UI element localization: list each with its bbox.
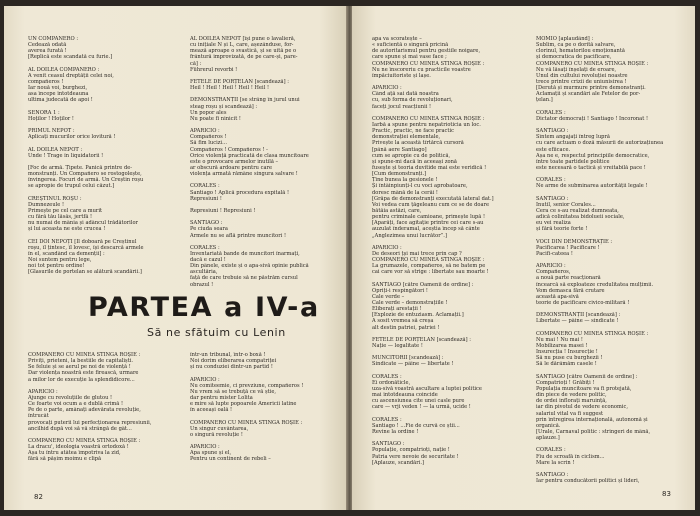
text-line: roșu, îl țintesc, îl lovesc, își descarcă armele xyxy=(28,244,144,251)
text-line: această apa-sivă xyxy=(536,293,579,300)
text-line: La grumazele, compañeros, să ne batem pe xyxy=(372,263,486,270)
part-title: PARTEA a IV-a xyxy=(88,292,320,323)
text-line: teorie de pacificare civico-militară ! xyxy=(536,300,630,307)
text-line: FETELE DE PORȚELAN [scandează] : xyxy=(372,336,471,343)
text-line: SANTIAGO [către Oamenii de ordine] : xyxy=(372,281,474,288)
text-line: Nu poate fi ninicit ! xyxy=(190,115,241,122)
text-line: Dictator democrați ! Santiago ! Încoronat ! xyxy=(536,115,649,122)
text-line: Populație, compatrioți, nație ! xyxy=(372,447,450,454)
text-line: Patria vere nevoie de securitate ! xyxy=(372,453,459,460)
text-line: Să le dărâmăm casele ! xyxy=(536,361,597,368)
text-line: e mire să lupte popoarele Americii latine xyxy=(190,401,297,408)
text-line: La dracu', ideologia voastră ortodoxă ! xyxy=(28,444,129,451)
text-line: dar pentru mister Lolita xyxy=(190,394,253,401)
text-line: SANTIAGO [către Oamenii de ordine] : xyxy=(536,373,638,380)
text-line: CORALES : xyxy=(190,183,220,190)
text-line: Cale verde – xyxy=(372,293,405,300)
text-line: adică colinitatea bidolueii sociale, xyxy=(536,214,625,221)
text-line: VOCI DIN DEMONSTRAȚIE : xyxy=(536,238,613,245)
text-line: auzulat înderamal, aceștia încep să cânte xyxy=(372,226,480,233)
text-line: cu inițiale N și L, care, așezânduse, for- xyxy=(190,42,294,49)
text-line: violența armată rămâne singura salvare ! xyxy=(190,171,298,178)
text-line: Represiuni ! xyxy=(190,195,222,202)
text-line: demonstrației elementale, xyxy=(372,134,441,141)
text-line: învingerea. Focuri de armă. Un Creștin roșu xyxy=(28,177,144,184)
text-line: Mobilizarea masei ! xyxy=(536,343,588,350)
text-line: ancilhid după voi să vă strângă de gât... xyxy=(28,425,132,432)
text-line: Represiuni ! Represiuni ! xyxy=(190,207,256,214)
text-line: Mare la scrin ! xyxy=(536,459,575,466)
text-line: APARICIO : xyxy=(28,388,58,395)
text-line: Santiago ! ...Fie de curvă ce știi... xyxy=(372,422,460,429)
text-line: Așa ne e, respectul principiile democratice, xyxy=(536,152,650,159)
text-line: Hoților ! Hoților ! xyxy=(28,115,74,122)
text-line: cum se apropie cu de politică, xyxy=(372,152,451,159)
text-line: Revine la ordine ! xyxy=(372,429,419,435)
text-line: noi tot pentru ordine! xyxy=(28,263,85,270)
text-line: CORALES : xyxy=(536,177,566,184)
text-line: ascultăria, xyxy=(190,269,218,276)
text-line: Pe de o parte, amânați adevărata revoluție, xyxy=(28,407,141,414)
text-line: mează aproape o svastică, și se uită pe o xyxy=(190,48,297,55)
text-line: « suficientă o singură pricină xyxy=(372,42,449,49)
text-line: COMPAÑERO CU MINEA STINGĂ ROȘIE : xyxy=(536,60,649,67)
text-line: Santiago ! Aplică procedura expitală ! xyxy=(190,189,290,196)
part-subtitle: Să ne sfătuim cu Lenin xyxy=(147,326,286,339)
text-line: Cera ce s-au realizat dumneata, xyxy=(536,207,619,214)
text-line: aplauze.] xyxy=(536,435,560,442)
text-line: monstranți. Un Compañero se rostogolește, xyxy=(28,171,142,178)
text-line: A sosit vremea să creșa xyxy=(372,318,434,325)
right-column-2 xyxy=(536,36,686,484)
text-line: organică. xyxy=(536,422,561,429)
text-line: ultima judecată de apoi ! xyxy=(28,97,93,104)
text-line: averea furată ! xyxy=(28,48,67,55)
text-line: steag roșu și scandează] : xyxy=(190,103,258,110)
text-line: doresc mână de la cerăi ! xyxy=(372,189,438,196)
text-line: iar din pivotul de vedere economic, xyxy=(536,404,628,411)
text-line: Inventariată bande de muncitori înarmați, xyxy=(190,250,300,257)
text-line: Ce foarte voi ocum a e dublă crimă ! xyxy=(28,401,124,408)
text-line: cai care vor să strige : libertate sau moarte ! xyxy=(372,269,489,276)
left-page-number: 82 xyxy=(34,493,43,501)
text-line: Nu comiteemie, ci prevziune, compañeros ! xyxy=(190,382,304,389)
text-line: APARICIO : xyxy=(190,376,220,383)
text-line: Vom demasca fără crutare xyxy=(536,287,605,294)
text-line: Un singur cuvântarea, xyxy=(190,425,249,432)
text-line: țelan.] xyxy=(536,97,553,104)
text-line: salariul vital va fi suggest xyxy=(536,410,604,417)
left-column-lower-1 xyxy=(28,352,178,463)
text-line: [Aparăți, face agitație printre cei care s-au xyxy=(372,220,484,227)
text-line: APARICIO : xyxy=(372,85,402,92)
text-line: Priviți, prieteni, la bestiile de capitaliști. xyxy=(28,358,134,365)
text-line: Opriți-i respingători ! xyxy=(372,287,428,294)
text-line: CORALES : xyxy=(190,244,220,251)
text-line: Nu mai ! Nu mai ! xyxy=(536,336,583,343)
text-line: cu ascensiunea cite unei casle pure xyxy=(372,398,465,405)
text-line: Privește la aceastâ tîrtărcă cursoră xyxy=(372,140,464,147)
text-line: se apropie de trupul celui căzut.] xyxy=(28,183,115,190)
text-line: Nu vă lăsați înșelați de eroare, xyxy=(536,66,617,73)
text-line: compañeros ! xyxy=(28,78,64,85)
text-line: Primește pe cel care a murit xyxy=(28,207,103,214)
text-line: COMPAÑERO CU MINEA STINGĂ ROȘIE : xyxy=(372,115,485,122)
text-line: Pacifi-cateea ! xyxy=(536,250,573,257)
text-line: Orice violență practicată de clasa muncitoare xyxy=(190,152,309,159)
text-line: APARICIO : xyxy=(190,128,220,135)
text-line: [până aere Santiago] xyxy=(372,146,427,153)
text-line: Unul din cultului revoluției noastre xyxy=(536,72,628,79)
text-line: a milor lor de execuție la splendidicore... xyxy=(28,376,135,383)
text-line: AL DOILEA COMPAÑERO : xyxy=(28,66,100,73)
text-line: DEMONSTRANȚII [se strâng în jurul unui xyxy=(190,97,300,104)
text-line: Practic, practic, ne face practic xyxy=(372,128,454,135)
text-line: Sublim, ca pe o dorită salvare, xyxy=(536,42,616,49)
text-line: SANTIAGO : xyxy=(372,441,405,448)
text-line: Apa spune și el, xyxy=(190,450,232,457)
text-line: cu care actuam o doză măsurii de autorizațiunea xyxy=(536,140,664,147)
text-line: [Explozie de entuziasm. Aclamații.] xyxy=(372,312,464,319)
text-line: cu, sub forma de revoluționari, xyxy=(372,97,453,104)
text-line: fără să pășim moimu e clipă xyxy=(28,456,102,463)
text-line: Dar violența noastră este firească, urmare xyxy=(28,370,139,377)
text-line: fusește și teoria duvitide mai este veridică ! xyxy=(372,164,487,171)
text-line: Aclamații și scandări ale Fetelor de por- xyxy=(536,91,641,98)
text-line: [Replică este scandată cu furie.] xyxy=(28,54,113,61)
text-line: Libertate — pâine — sindicate ! xyxy=(536,318,619,325)
text-line: Compañeros ! Compañeros ! - xyxy=(190,146,268,153)
text-line: Când ață sai dată noastra xyxy=(372,91,439,98)
text-line: Compañeros ! xyxy=(190,134,227,141)
text-line: FETELE DE PORȚELAN [scandează] : xyxy=(190,78,289,85)
text-line: COMPAÑERO CU MINEA STINGĂ ROȘIE : xyxy=(536,330,649,337)
text-line: nu numai de mânia și adâncul trădătorilor xyxy=(28,220,138,227)
text-line: ar obscură ardoare pentru care xyxy=(190,164,273,171)
text-line: față de care trebuie să ne păstrăm cursul xyxy=(190,275,298,282)
text-line: Ține bunea la gesionele ! xyxy=(372,177,438,184)
text-line: CORALES : xyxy=(536,109,566,116)
text-line: COMPAÑERO CU MINEA STINGĂ ROȘIE : xyxy=(372,257,485,264)
text-line: bătăia astăzi, care, xyxy=(372,207,422,214)
text-line: din piece de vedere politic, xyxy=(536,392,607,399)
text-line: și spune-mi dacă în aceeași zonă xyxy=(372,158,457,165)
text-line: Fiu de scroafă în ciclism... xyxy=(536,453,605,460)
text-line: alt destin patriei, patriei ! xyxy=(372,324,440,331)
text-line: Din pânele, existe și o apa-sivă opinie publică xyxy=(190,263,309,270)
text-line: Pe ciuda seara xyxy=(190,226,228,233)
text-line: SENORA 1 : xyxy=(28,109,60,116)
text-line: AL DOILEA NEPOT : xyxy=(28,146,83,153)
text-line: DEMONSTRANȚII [scandează] : xyxy=(536,312,621,319)
text-line: Iarbă a spune pentru nepatrioticia un loc. xyxy=(372,121,481,128)
text-line: Un popor ales xyxy=(190,109,227,116)
text-line: COMPAÑERO CU MINEA STINGĂ ROȘIE : xyxy=(28,437,141,444)
text-line: obrazul ! xyxy=(190,281,214,288)
text-line: CREȘTINUL ROȘU : xyxy=(28,195,82,202)
text-line: A venit ceasul dreptății celei noi, xyxy=(28,72,114,79)
text-line: [Cum demonstranți.] xyxy=(372,171,427,178)
right-page-number: 83 xyxy=(662,490,671,498)
text-line: Pacificarea ! Pacificare ! xyxy=(536,244,600,251)
text-line: [Grăpa de demonstranți executată lateral dat.] xyxy=(372,195,494,202)
text-line: SANTIAGO : xyxy=(536,195,569,202)
text-line: APARICIO : xyxy=(536,263,566,270)
text-line: Unde ! Trage în liquidatorii ! xyxy=(28,152,104,159)
text-line: Aplicați mucurilor orice lovitură ! xyxy=(28,134,116,141)
text-line: și fără teorie forte ! xyxy=(536,226,588,233)
text-line: COMPAÑERO CU MINEA STINGĂ ROȘIE : xyxy=(28,352,141,358)
right-column-1 xyxy=(372,36,522,466)
text-line: Sindicate — pâine — libertate ! xyxy=(372,361,454,368)
text-line: uza-sivă voastră ascultare a luptei politice xyxy=(372,386,482,393)
text-line: AL DOILEA NEPOT [își pune o lavalieră, xyxy=(190,36,296,42)
text-line: de autoritarismul pentru gestiile noigare, xyxy=(372,48,481,55)
text-line: Noi suntem pentru lege, xyxy=(28,257,92,264)
text-line: [Foc de armă. Țipete. Panică printre de- xyxy=(28,164,133,171)
text-line: SANTIAGO : xyxy=(190,220,223,227)
text-line: Armele nu se află printre muncitori ! xyxy=(190,232,287,239)
text-line: întrucât xyxy=(28,413,49,420)
text-line: „Anglezimea unui lucrător”.] xyxy=(372,232,447,239)
text-line: CEI DOI NEPOȚI [Îl doboară pe Creștinul xyxy=(28,238,137,245)
text-line: CORALES : xyxy=(536,447,566,454)
text-line: COMPAÑERO CU MINEA STINGĂ ROȘIE : xyxy=(190,419,303,426)
text-line: eu vei realiza xyxy=(536,220,571,227)
text-line: CORALES : xyxy=(372,416,402,423)
text-line: Populația muncitoare va fi protejată, xyxy=(536,386,632,393)
text-line: De deseori țși mai trece prin cap ? xyxy=(372,250,462,257)
text-line: [Derută și murmure printre demonstranți. xyxy=(536,85,646,92)
text-line: Heil ! Heil ! Heil ! Heil ! Heil ! xyxy=(190,85,270,92)
text-line: [Aplauze, scandări.] xyxy=(372,459,424,466)
text-line: Inutil, senior Corales... xyxy=(536,201,596,208)
text-line: Ajunge cu revoluțiile de glutou ! xyxy=(28,394,113,401)
text-line: în aceeași oală ! xyxy=(190,407,233,414)
text-line: Nu vrem să se trebuță ce vă știe, xyxy=(190,388,276,395)
text-line: [Glasurile de portelan se alătură scandării.] xyxy=(28,269,142,276)
left-page xyxy=(4,6,347,510)
text-line: între toate partidele politice xyxy=(536,158,610,165)
text-line: mai întotdeauna coincide xyxy=(372,392,438,399)
text-line: este efiicace. xyxy=(536,146,571,153)
text-line: dacă e cazul ! xyxy=(190,257,226,264)
left-column-upper-1 xyxy=(28,36,178,275)
text-line: este necesară o tactică și vreitabilă pace ! xyxy=(536,164,646,171)
text-line: Dumnezeule ! xyxy=(28,201,65,208)
text-line: Și întâinpiunți-l cu voci aprobatoare, xyxy=(372,183,468,190)
text-line: COMPAÑERO CU MINEA STINGĂ ROȘIE : xyxy=(372,60,485,67)
text-line: de ordei inflorați maruință, xyxy=(536,398,607,405)
text-line: Iar nouă voi, burghezi, xyxy=(28,85,88,92)
right-page xyxy=(352,6,695,510)
text-line: care spune și mai vase face ; xyxy=(372,54,447,61)
text-line: faceți jocul reacțiunii ! xyxy=(372,103,432,110)
text-line: și democratica de pacificare, xyxy=(536,54,612,61)
text-line: Nație — legalitate ! xyxy=(372,343,423,350)
text-line: APARICIO : xyxy=(372,244,402,251)
text-line: SANTIAGO : xyxy=(536,471,569,478)
text-line: Cedează odată xyxy=(28,42,67,49)
text-line: Așa tu întru atâtea împotriva la zid, xyxy=(28,450,121,457)
text-line: Pentru un continent de rebeli – xyxy=(190,456,271,463)
text-line: într-un tribunal, într-o boxă ! xyxy=(190,352,266,358)
text-line: prin întregirea internațională, autonomă și xyxy=(536,416,648,423)
text-line: Noi dorim eliberarea compatriței xyxy=(190,358,277,365)
text-line: o singură revoluție ! xyxy=(190,431,243,438)
text-line: Să nu puse cu burghezii ! xyxy=(536,355,603,362)
text-line: a nouă parte reacționară xyxy=(536,275,601,282)
text-line: Führerul revorbi ! xyxy=(190,66,238,73)
text-line: și nu conduziei dintr-un partid ! xyxy=(190,364,273,371)
text-line: Sîntem angajați întreg lupră xyxy=(536,134,610,141)
text-line: Voi vedea cum țăgeleanu cum ce se de doare xyxy=(372,201,490,208)
text-line: MUNCITORII [scandează] : xyxy=(372,355,444,362)
text-line: APARICIO : xyxy=(190,444,220,451)
text-line: cu fără tău lăsăs, jertfă ! xyxy=(28,214,93,221)
text-line: împăciuitoriste și lașe. xyxy=(372,72,431,79)
text-line: Eliberați arestații ! xyxy=(372,306,422,313)
text-line: și lui aceasta ne este crucea ! xyxy=(28,226,106,233)
text-line: că] : xyxy=(190,60,202,67)
left-column-upper-2 xyxy=(190,36,340,288)
text-line: Să fim lucizi... xyxy=(190,140,227,147)
text-line: PRIMUL NEPOT : xyxy=(28,128,75,135)
text-line: frântură improvizată, de pe care-și, pare- xyxy=(190,54,298,61)
text-line: clorinul, hematorilou emoționantă xyxy=(536,48,625,55)
text-line: UN COMPANERO : xyxy=(28,36,79,42)
text-line: pentru criminale camioane, primește lupă ! xyxy=(372,214,486,221)
text-line: CORALES : xyxy=(372,373,402,380)
text-line: [Urale, Carnaval politic : stringeri de mână, xyxy=(536,429,651,435)
text-line: asa începe întotdeauna xyxy=(28,91,89,98)
text-line: Ne arme de subminarea autorității legale ! xyxy=(536,183,648,190)
text-line: în el, scandând ca demenții] : xyxy=(28,250,105,257)
text-line: MOMIO [aplaudând] : xyxy=(536,36,594,42)
text-line: Compatrioți ! Grăbiți ! xyxy=(536,379,595,386)
text-line: Compañeros, xyxy=(536,269,571,276)
text-line: apa va scoratește – xyxy=(372,36,422,42)
text-line: Se feluie și se aerul pe noi de violență ! xyxy=(28,364,131,371)
text-line: Insurecția ! Insurecție ! xyxy=(536,349,598,356)
left-column-lower-2 xyxy=(190,352,340,463)
text-line: care — vrji veden ! — la urmă, ucide ! xyxy=(372,404,471,411)
text-line: provocați puterii lui perfecționarea represiunii, xyxy=(28,419,152,426)
text-line: este o provocare armelor inutilă – xyxy=(190,158,279,165)
text-line: SANTIAGO : xyxy=(536,128,569,135)
text-line: trece printre crizii de uniunisirea ! xyxy=(536,78,627,85)
text-line: Nu ne înscoreriu cu practicile voastre xyxy=(372,66,471,73)
text-line: Ei ordonăticle, xyxy=(372,379,411,386)
text-line: Cale verde – demonstrațiile ! xyxy=(372,300,448,307)
text-line: Iar pentru conducătorii politici și lideri, xyxy=(536,478,640,485)
text-line: încearcă să exploateze credulitatea mulțimii. xyxy=(536,281,654,288)
